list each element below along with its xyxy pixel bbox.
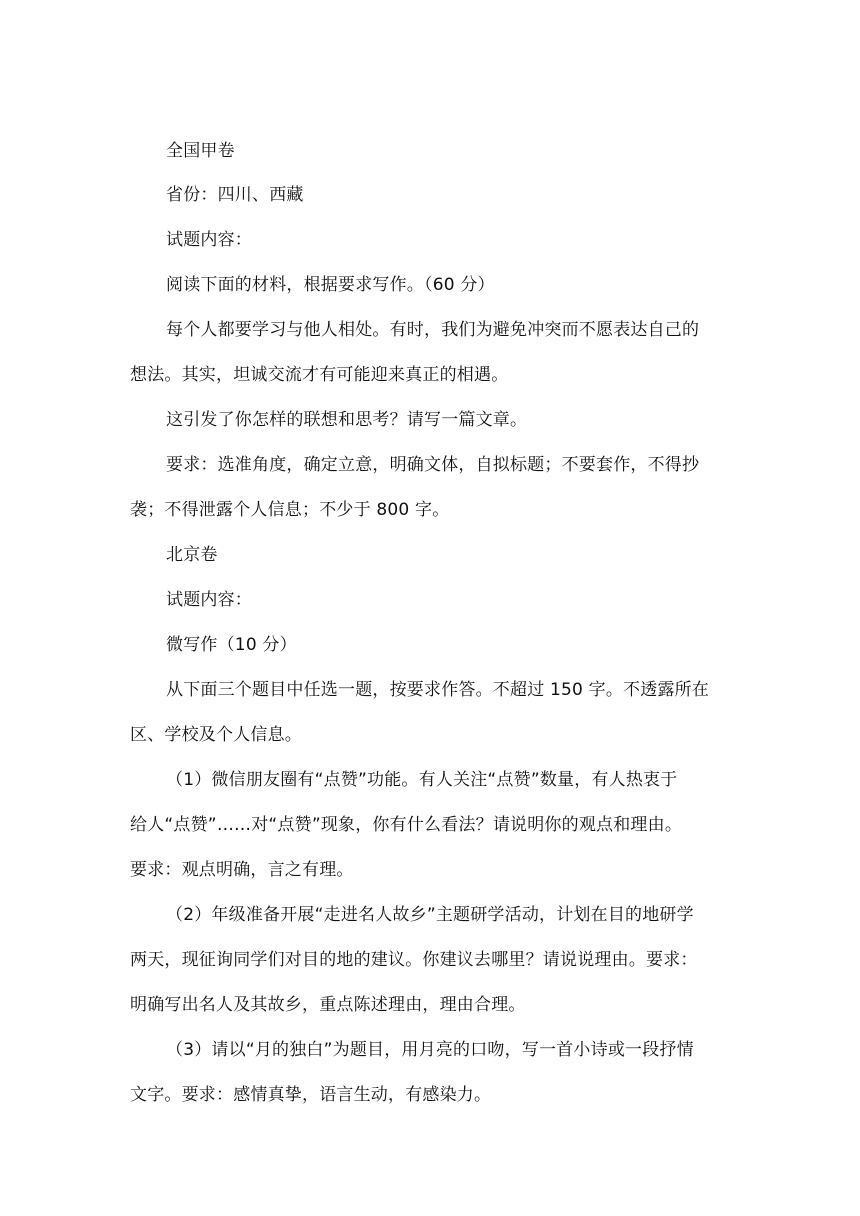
question-line: 给人“点赞”……对“点赞”现象，你有什么看法？请说明你的观点和理由。 (130, 815, 683, 835)
requirement-line: 袭；不得泄露个人信息；不少于 800 字。 (130, 500, 450, 520)
question-line: 文字。要求：感情真挚，语言生动，有感染力。 (130, 1085, 492, 1105)
section-heading-national-a: 全国甲卷 (166, 141, 235, 161)
requirement-line: 要求：选准角度，确定立意，明确文体，自拟标题；不要套作，不得抄 (166, 455, 700, 475)
question-line: 两天，现征询同学们对目的地的建议。你建议去哪里？请说说理由。要求： (130, 950, 698, 970)
content-label: 试题内容： (166, 230, 252, 250)
paragraph-line: 从下面三个题目中任选一题，按要求作答。不超过 150 字。不透露所在 (166, 680, 710, 700)
question-line: 明确写出名人及其故乡，重点陈述理由，理由合理。 (130, 995, 526, 1015)
question-line: （3）请以“月的独白”为题目，用月亮的口吻，写一首小诗或一段抒情 (166, 1040, 694, 1060)
instruction-line: 阅读下面的材料，根据要求写作。（60 分） (166, 275, 495, 295)
paragraph-line: 这引发了你怎样的联想和思考？请写一篇文章。 (166, 410, 528, 430)
paragraph-line: 想法。其实，坦诚交流才有可能迎来真正的相遇。 (130, 365, 509, 385)
content-label: 试题内容： (166, 590, 252, 610)
question-line: （1）微信朋友圈有“点赞”功能。有人关注“点赞”数量，有人热衷于 (166, 770, 678, 790)
paragraph-line: 区、学校及个人信息。 (130, 725, 302, 745)
paragraph-line: 每个人都要学习与他人相处。有时，我们为避免冲突而不愿表达自己的 (166, 320, 700, 340)
micro-writing-heading: 微写作（10 分） (166, 635, 297, 655)
section-heading-beijing: 北京卷 (166, 545, 218, 565)
question-line: （2）年级准备开展“走进名人故乡”主题研学活动，计划在目的地研学 (166, 905, 694, 925)
province-line: 省份：四川、西藏 (166, 185, 304, 205)
question-line: 要求：观点明确，言之有理。 (130, 860, 354, 880)
